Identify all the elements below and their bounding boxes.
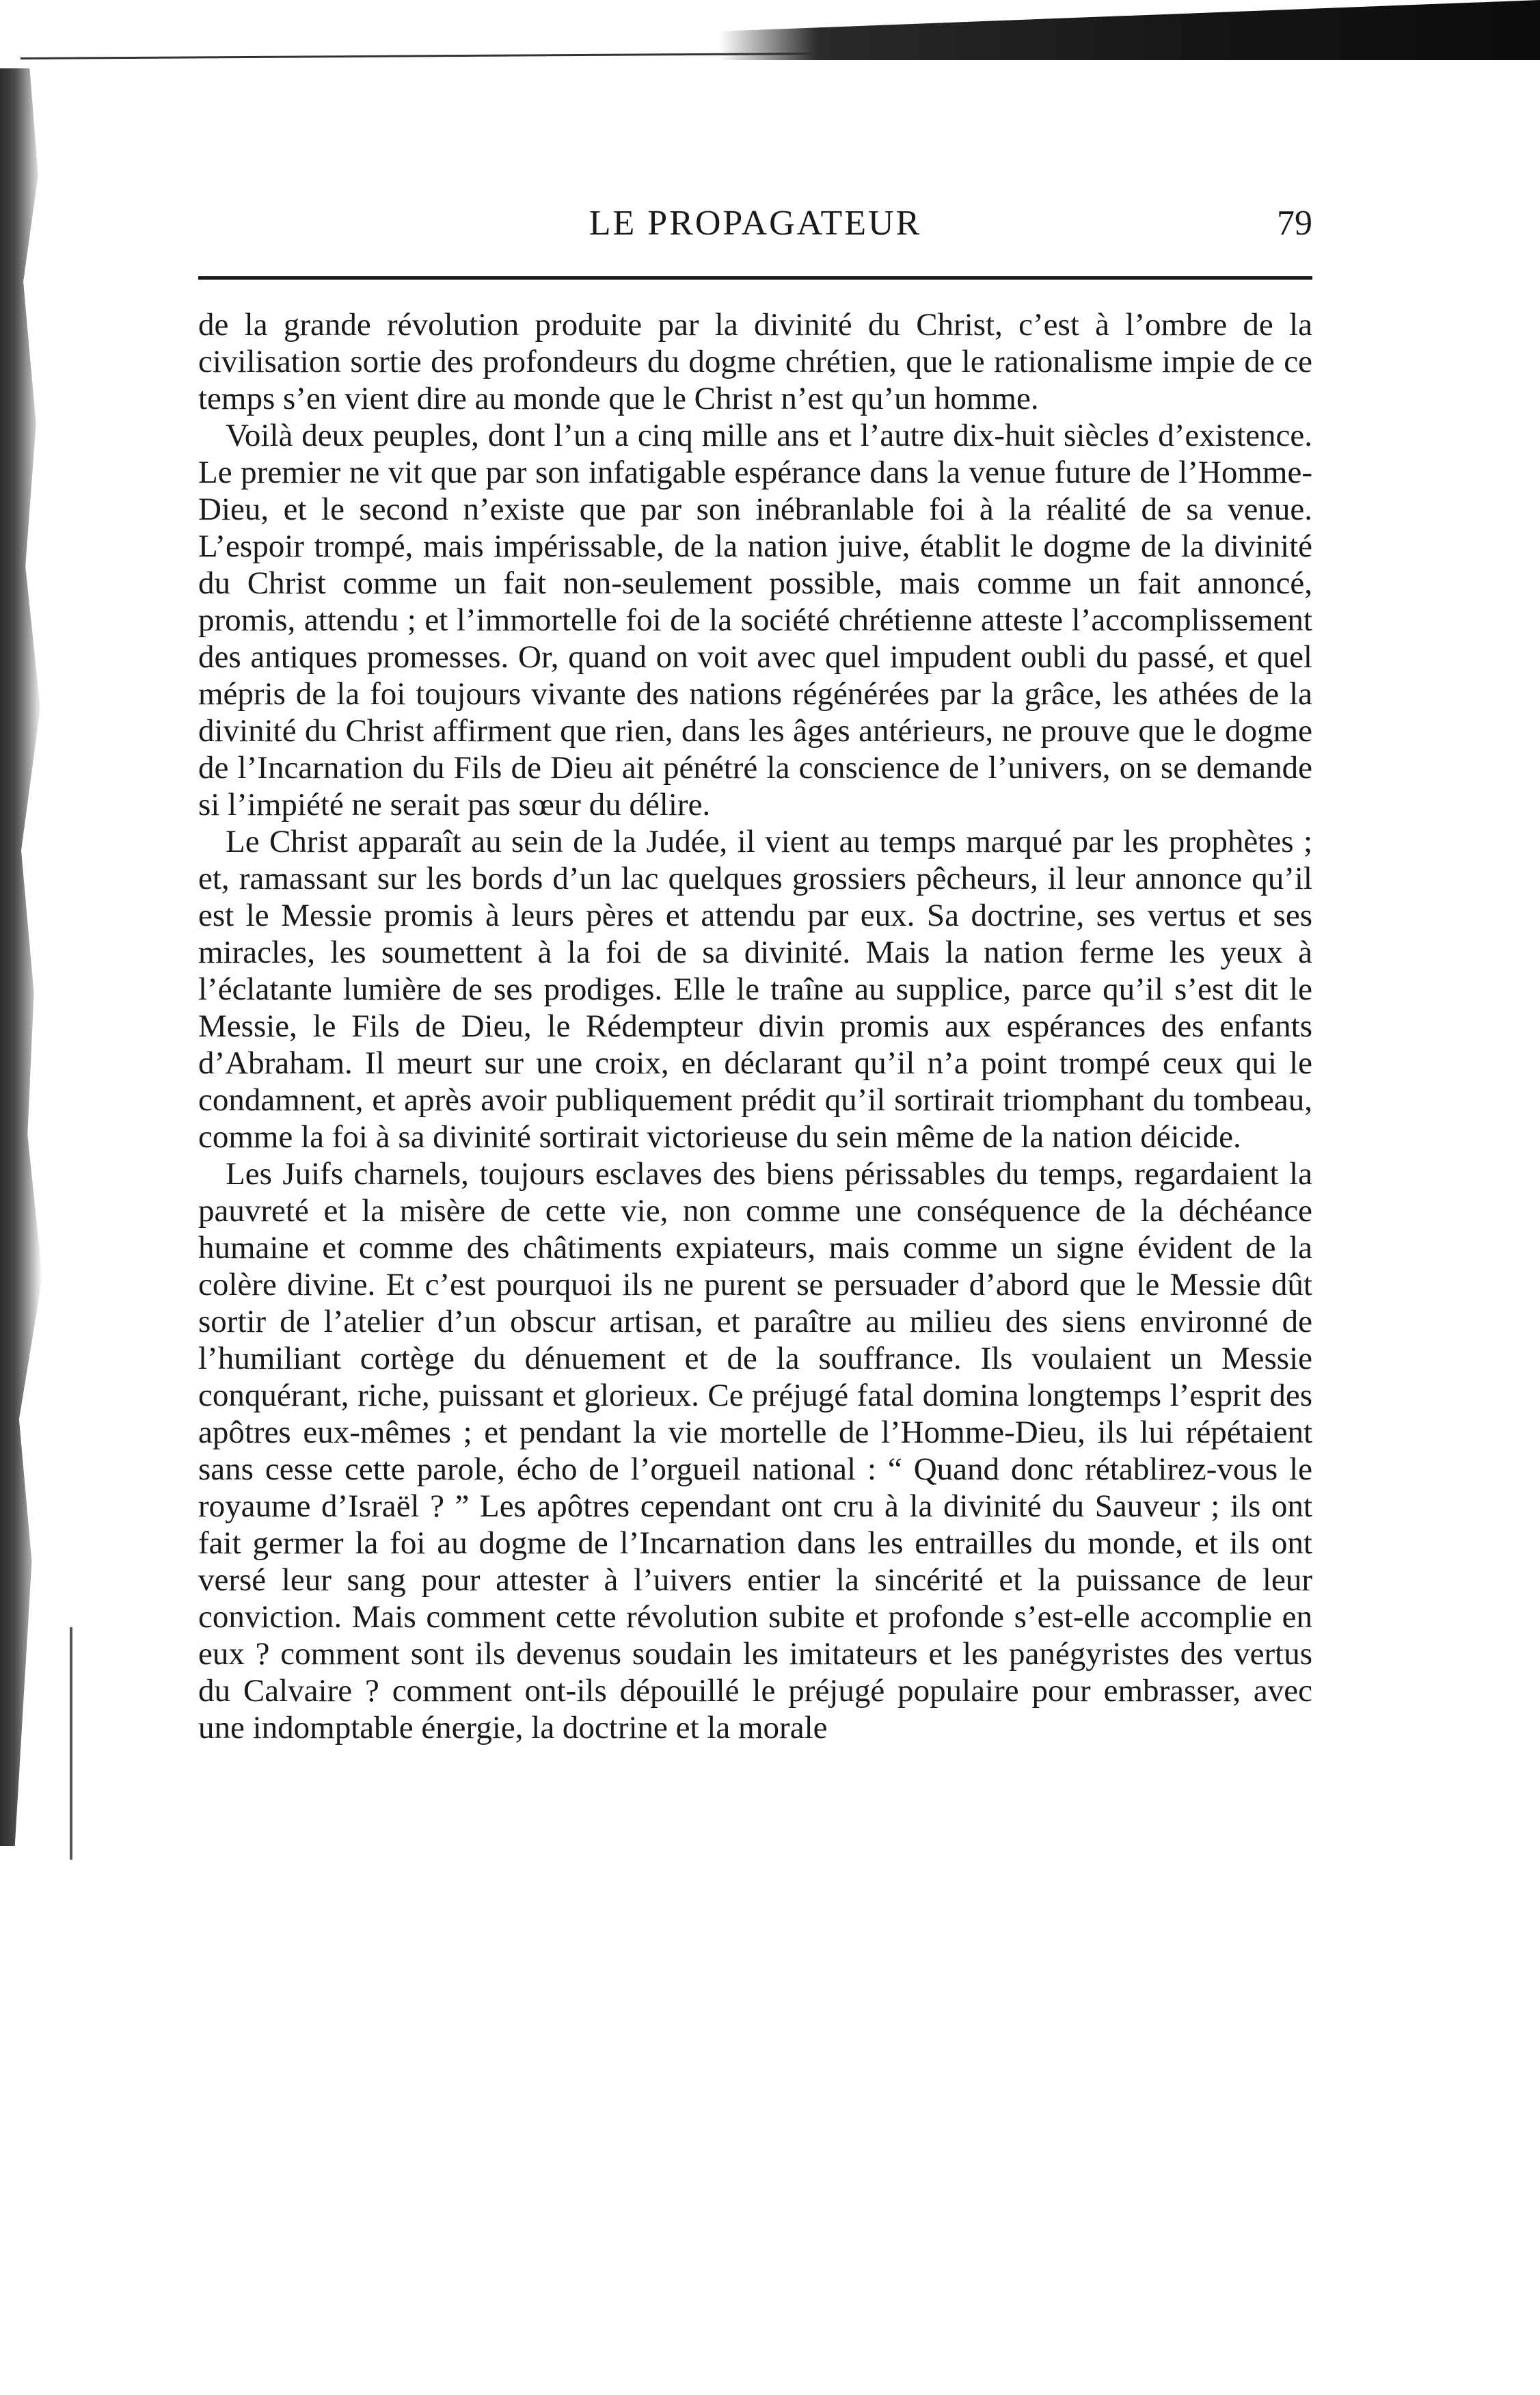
book-page (198, 0, 1312, 2395)
page-number: 79 (1277, 204, 1312, 243)
header-rule (198, 276, 1312, 280)
paragraph-4: Les Juifs charnels, toujours esclaves des biens périssables du temps, regardaient la pauvreté et la misère de cette vie, non comme une conséquence de la déchéance humaine et comme des châtiments expiateurs, mais comme un signe évident de la colère divine. Et c’est pourquoi ils ne purent se persuader d’abord que le Messie dût sortir de l’atelier d’un obscur artisan, et paraître au milieu des siens environné de l’humiliant cortège du dénuement et de la souffrance. Ils voulaient un Messie conquérant, riche, puissant et glorieux. Ce préjugé fatal domina longtemps l’esprit des apôtres eux-mêmes ; et pendant la vie mortelle de l’Homme-Dieu, ils lui répétaient sans cesse cette parole, écho de l’orgueil national : “ Quand donc rétablirez-vous le royaume d’Israël ? ” Les apôtres cependant ont cru à la divinité du Sauveur ; ils ont fait germer la foi au dogme de l’Incarnation dans les entrailles du monde, et ils ont versé leur sang pour attester à l’uivers entier la sincérité et la puissance de leur conviction. Mais comment cette révolution subite et profonde s’est-elle accomplie en eux ? comment sont ils devenus soudain les imitateurs et les panégyristes des vertus du Calvaire ? comment ont-ils dépouillé le préjugé populaire pour embrasser, avec une indomptable énergie, la doctrine et la morale (198, 1156, 1312, 1745)
paragraph-3: Le Christ apparaît au sein de la Judée, il vient au temps marqué par les prophètes ; et, ramassant sur les bords d’un lac quelques grossiers pêcheurs, il leur annonce qu’il est le Messie promis à leurs pères et attendu par eux. Sa doctrine, ses vertus et ses miracles, les soumettent à la foi de sa divinité. Mais la nation ferme les yeux à l’éclatante lumière de ses prodiges. Elle le traîne au supplice, parce qu’il s’est dit le Messie, le Fils de Dieu, le Rédempteur divin promis aux espérances des enfants d’Abraham. Il meurt sur une croix, en déclarant qu’il n’a point trompé ceux qui le condamnent, et après avoir publiquement prédit qu’il sortirait triomphant du tombeau, comme la foi à sa divinité sortirait victorieuse du sein même de la nation déicide. (198, 824, 1312, 1155)
paragraph-2: Voilà deux peuples, dont l’un a cinq mille ans et l’autre dix-huit siècles d’existence. Le premier ne vit que par son infatigable espérance dans la venue future de l’Homme-Dieu, et le second n’existe que par son inébranlable foi à la réalité de sa venue. L’espoir trompé, mais impérissable, de la nation juive, établit le dogme de la divinité du Christ comme un fait non-seulement possible, mais comme un fait annoncé, promis, attendu ; et l’immortelle foi de la société chrétienne atteste l’accomplissement des antiques promesses. Or, quand on voit avec quel impudent oubli du passé, et quel mépris de la foi toujours vivante des nations régénérées par la grâce, les athées de la divinité du Christ affirment que rien, dans les âges antérieurs, ne prouve que le dogme de l’Incarnation du Fils de Dieu ait pénétré la conscience de l’univers, on se demande si l’impiété ne serait pas sœur du délire. (198, 418, 1312, 822)
scan-edge-left (0, 68, 42, 1846)
paragraph-1: de la grande révolution produite par la divinité du Christ, c’est à l’ombre de la civilisation sortie des profondeurs du dogme chrétien, que le rationalisme impie de ce temps s’en vient dire au monde que le Christ n’est qu’un homme. (198, 307, 1312, 416)
running-title: LE PROPAGATEUR (589, 204, 922, 243)
scan-edge-mark (70, 1627, 72, 1860)
running-head (198, 200, 1312, 247)
body-text (198, 306, 1312, 1746)
